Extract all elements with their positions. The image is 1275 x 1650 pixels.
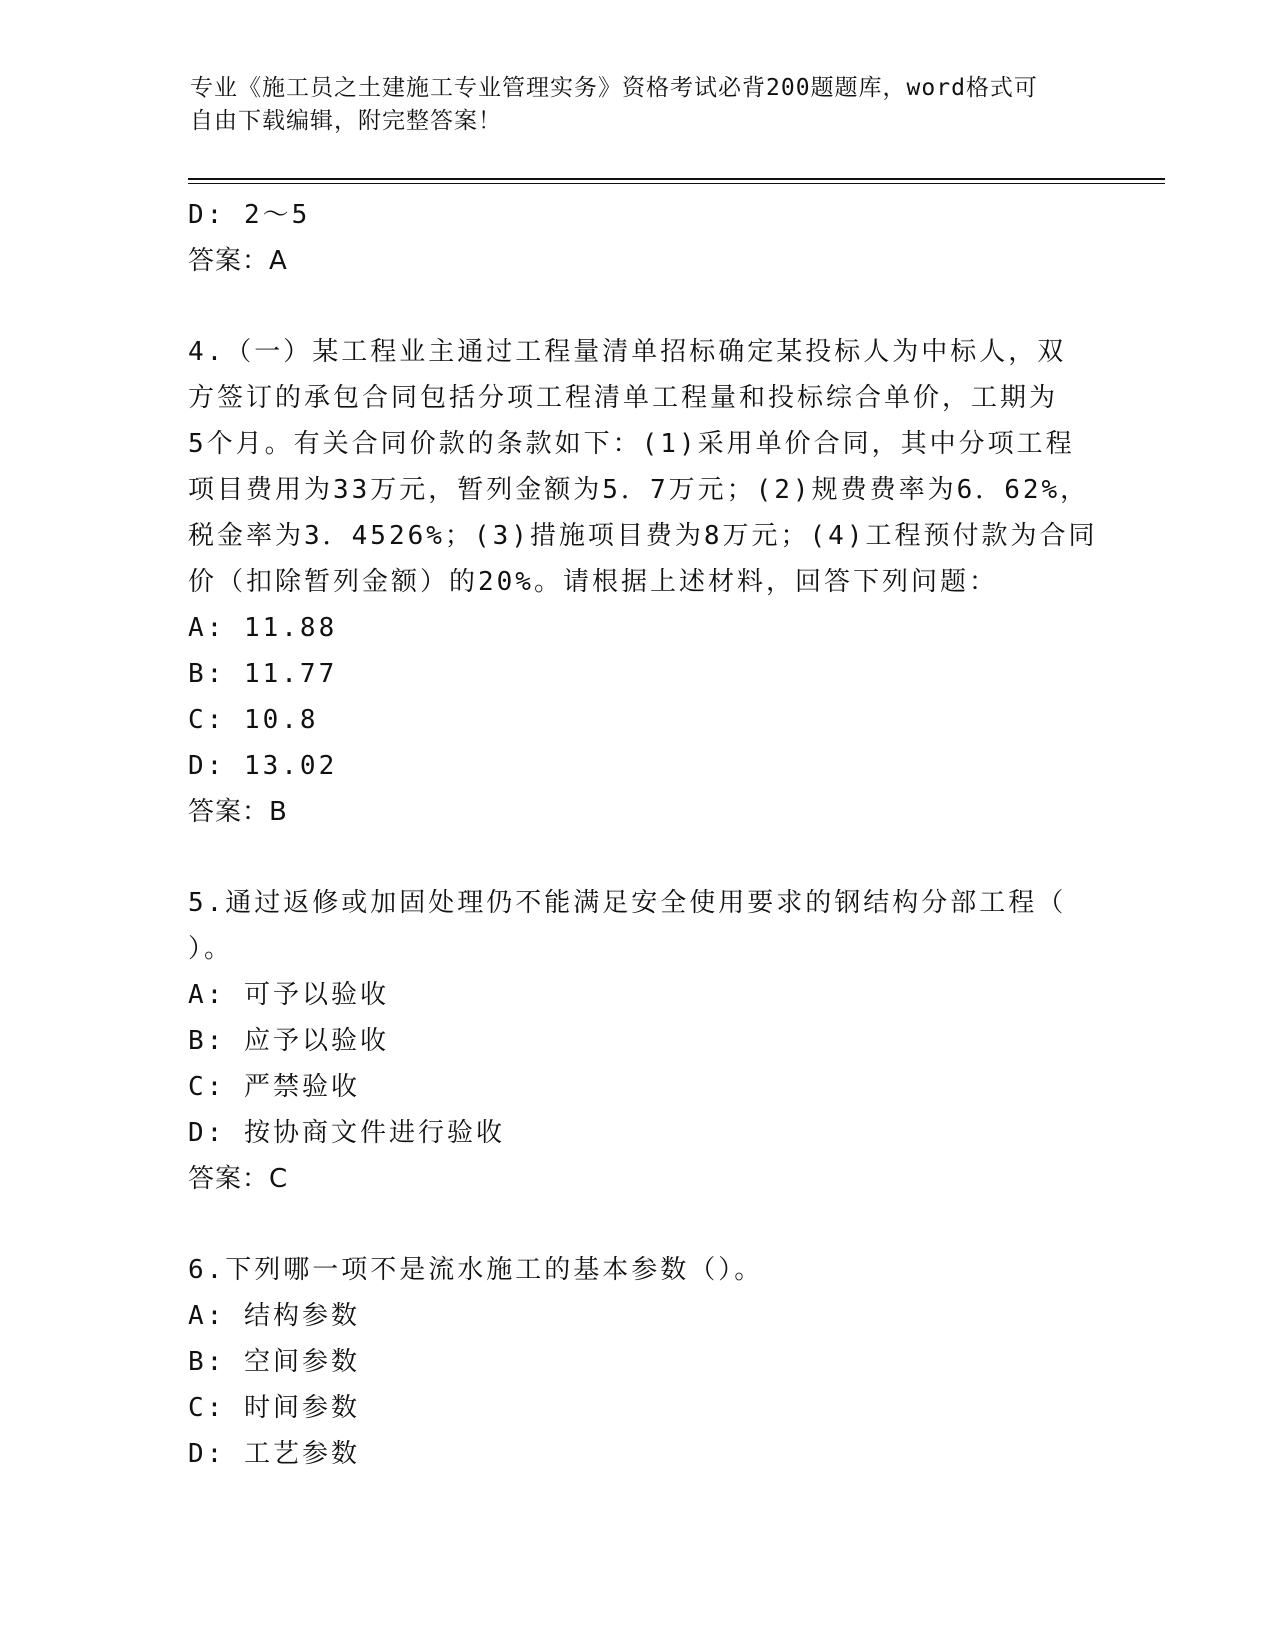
option-a: A: 可予以验收 [188, 980, 389, 1010]
answer: 答案：C [188, 1164, 289, 1194]
option-d: D: 13.02 [188, 751, 338, 781]
question-text-line: 方签订的承包合同包括分项工程清单工程量和投标综合单价，工期为 [188, 383, 1059, 413]
question-text-line: 5.通过返修或加固处理仍不能满足安全使用要求的钢结构分部工程（ [188, 888, 1067, 918]
question-text-line: 项目费用为33万元，暂列金额为5．7万元；(2)规费费率为6．62%， [188, 475, 1090, 505]
prev-option-d: D: 2～5 [188, 200, 311, 230]
document-body [188, 192, 1098, 1477]
option-c: C: 时间参数 [188, 1393, 360, 1423]
prev-answer: 答案：A [188, 246, 288, 276]
option-c: C: 严禁验收 [188, 1072, 360, 1102]
answer: 答案：B [188, 797, 288, 827]
spacer [188, 284, 1078, 329]
question-5 [188, 880, 1078, 1202]
header-rule-thick [188, 178, 1165, 180]
option-d: D: 按协商文件进行验收 [188, 1118, 505, 1148]
spacer [188, 1202, 1078, 1247]
header-line-2: 自由下载编辑，附完整答案！ [190, 108, 502, 134]
question-text-line: 税金率为3．4526%；(3)措施项目费为8万元；(4)工程预付款为合同 [188, 521, 1098, 551]
question-text-line: 4.（一）某工程业主通过工程量清单招标确定某投标人为中标人，双 [188, 337, 1067, 367]
question-text-line: 5个月。有关合同价款的条款如下：(1)采用单价合同，其中分项工程 [188, 429, 1075, 459]
question-4 [188, 329, 1098, 835]
option-d: D: 工艺参数 [188, 1439, 360, 1469]
header-rule-thin [188, 183, 1165, 184]
question-text-line: 6.下列哪一项不是流水施工的基本参数（）。 [188, 1255, 764, 1285]
question-text-line: 价（扣除暂列金额）的20%。请根据上述材料，回答下列问题： [188, 567, 998, 597]
question-text-line: ）。 [188, 934, 234, 964]
spacer [188, 835, 1078, 880]
option-a: A: 11.88 [188, 613, 338, 643]
document-header [190, 72, 1070, 138]
option-c: C: 10.8 [188, 705, 319, 735]
option-a: A: 结构参数 [188, 1301, 360, 1331]
option-b: B: 空间参数 [188, 1347, 360, 1377]
option-b: B: 11.77 [188, 659, 338, 689]
option-b: B: 应予以验收 [188, 1026, 389, 1056]
header-line-1: 专业《施工员之土建施工专业管理实务》资格考试必背200题题库，word格式可 [190, 75, 1038, 101]
question-6 [188, 1247, 1078, 1477]
